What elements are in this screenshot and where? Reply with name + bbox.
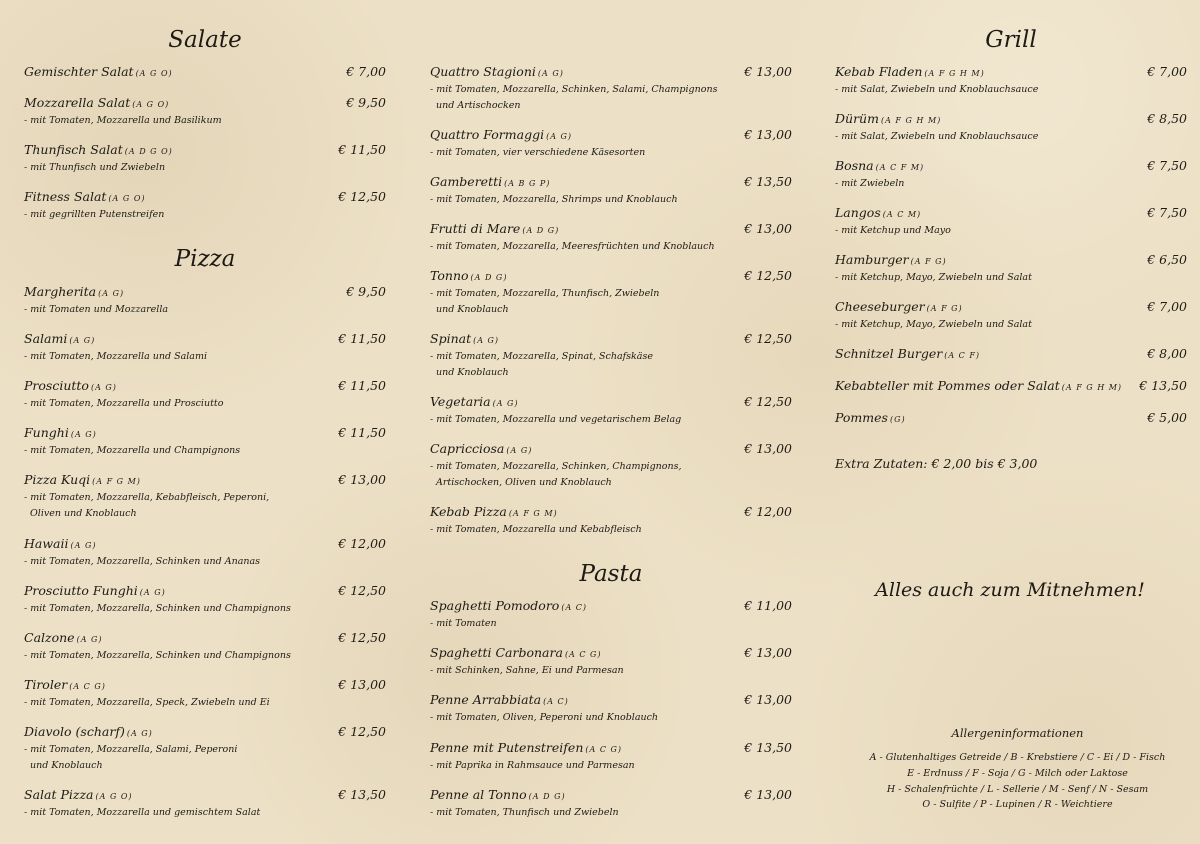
item-price: € 13,50	[1139, 378, 1187, 393]
item-allergens: (A F G H M)	[1061, 383, 1123, 392]
item-price: € 7,50	[1147, 158, 1187, 173]
item-price: € 13,00	[744, 221, 792, 236]
item-allergens: (A G O)	[95, 792, 133, 801]
item-allergens: (A G)	[473, 336, 500, 345]
item-allergens: (A D G O)	[124, 147, 173, 156]
item-description: - mit Salat, Zwiebeln und Knoblauchsauce	[835, 131, 1039, 142]
item-allergens: (A F G)	[910, 257, 947, 266]
menu-item	[430, 331, 792, 381]
item-name: Funghi	[24, 425, 69, 440]
item-allergens: (A G)	[139, 588, 166, 597]
menu-item	[835, 299, 1187, 333]
item-price: € 11,50	[338, 142, 386, 157]
menu-item	[24, 724, 386, 774]
item-price: € 12,50	[338, 583, 386, 598]
item-price: € 11,50	[338, 425, 386, 440]
takeaway-notice: Alles auch zum Mitnehmen!	[875, 579, 1145, 601]
menu-item	[24, 583, 386, 617]
item-description: - mit Ketchup, Mayo, Zwiebeln und Salat	[835, 272, 1032, 283]
item-description: - mit Zwiebeln	[835, 178, 905, 189]
item-name: Spaghetti Pomodoro	[430, 598, 560, 613]
item-price: € 12,50	[744, 268, 792, 283]
item-price: € 13,00	[744, 127, 792, 142]
item-name: Pommes	[835, 410, 888, 425]
item-allergens: (A F G M)	[508, 509, 558, 518]
menu-item	[24, 142, 386, 176]
menu-item	[430, 268, 792, 318]
item-description: und Knoblauch	[30, 760, 103, 771]
item-allergens: (A G)	[70, 541, 97, 550]
item-description: - mit Tomaten, Mozzarella und Prosciutto	[24, 398, 224, 409]
item-description: - mit Tomaten, Mozzarella, Schinken und Ananas	[24, 556, 261, 567]
menu-item	[430, 221, 792, 255]
item-description: - mit Ketchup, Mayo, Zwiebeln und Salat	[835, 319, 1032, 330]
menu-item	[430, 504, 792, 538]
item-name: Prosciutto	[24, 378, 89, 393]
item-description: Artischocken, Oliven und Knoblauch	[436, 477, 612, 488]
item-name: Bosna	[835, 158, 874, 173]
item-name: Salat Pizza	[24, 787, 94, 802]
menu-item	[24, 331, 386, 365]
menu-item	[835, 64, 1187, 98]
item-description: - mit Tomaten, Mozzarella und Basilikum	[24, 115, 222, 126]
item-allergens: (A G)	[537, 69, 564, 78]
menu-item	[835, 410, 1187, 428]
menu-item	[430, 645, 792, 679]
item-allergens: (A G)	[69, 336, 96, 345]
menu-item	[24, 378, 386, 412]
item-allergens: (A F G)	[926, 304, 963, 313]
item-allergens: (A G)	[492, 399, 519, 408]
item-allergens: (A B G P)	[504, 179, 551, 188]
item-description: - mit Tomaten, Mozzarella und Champignons	[24, 445, 241, 456]
menu-item	[24, 64, 386, 82]
menu-item	[430, 174, 792, 208]
item-description: - mit Tomaten, Mozzarella und Kebabfleisch	[430, 524, 642, 535]
item-allergens: (A G O)	[135, 69, 173, 78]
item-name: Capricciosa	[430, 441, 505, 456]
item-description: - mit Salat, Zwiebeln und Knoblauchsauce	[835, 84, 1039, 95]
menu-item	[430, 787, 792, 821]
item-name: Frutti di Mare	[430, 221, 521, 236]
item-price: € 8,50	[1147, 111, 1187, 126]
item-description: - mit Tomaten, Oliven, Peperoni und Knoblauch	[430, 712, 659, 723]
item-price: € 13,50	[338, 787, 386, 802]
item-allergens: (A C F)	[944, 351, 981, 360]
item-description: - mit Tomaten	[430, 618, 497, 629]
item-description: - mit Tomaten, Mozzarella, Spinat, Schafskäse	[430, 351, 653, 362]
menu-item	[835, 378, 1187, 396]
item-allergens: (A G)	[506, 446, 533, 455]
item-name: Diavolo (scharf)	[24, 724, 125, 739]
item-price: € 9,50	[346, 95, 386, 110]
menu-item	[24, 284, 386, 318]
item-description: - mit Tomaten, Mozzarella, Shrimps und Knoblauch	[430, 194, 678, 205]
item-description: - mit Tomaten, Mozzarella, Thunfisch, Zwiebeln	[430, 288, 660, 299]
item-price: € 13,00	[338, 677, 386, 692]
menu-item	[835, 252, 1187, 286]
item-price: € 6,50	[1147, 252, 1187, 267]
item-price: € 7,00	[1147, 64, 1187, 79]
item-description: - mit Tomaten, Mozzarella und vegetarischem Belag	[430, 414, 682, 425]
allergen-info-title: Allergeninformationen	[951, 726, 1084, 740]
item-description: - mit Ketchup und Mayo	[835, 225, 951, 236]
item-price: € 13,00	[744, 692, 792, 707]
item-price: € 7,50	[1147, 205, 1187, 220]
item-price: € 11,00	[744, 598, 792, 613]
item-allergens: (A C G)	[69, 682, 106, 691]
item-allergens: (A D G)	[470, 273, 508, 282]
item-allergens: (A C)	[543, 697, 569, 706]
item-price: € 13,00	[744, 787, 792, 802]
section-title-pasta: Pasta	[579, 561, 643, 587]
item-description: - mit Schinken, Sahne, Ei und Parmesan	[430, 665, 624, 676]
item-description: - mit Paprika in Rahmsauce und Parmesan	[430, 760, 635, 771]
item-name: Vegetaria	[430, 394, 491, 409]
item-allergens: (A G)	[98, 289, 125, 298]
item-allergens: (A C G)	[564, 650, 602, 659]
item-name: Penne al Tonno	[430, 787, 527, 802]
item-name: Kebab Pizza	[430, 504, 507, 519]
item-name: Thunfisch Salat	[24, 142, 123, 157]
item-name: Salami	[24, 331, 68, 346]
item-name: Hawaii	[24, 536, 69, 551]
item-description: - mit Tomaten, Mozzarella, Schinken, Champignons,	[430, 461, 682, 472]
item-description: - mit Tomaten, Thunfisch und Zwiebeln	[430, 807, 619, 818]
item-description: - mit Tomaten, Mozzarella, Kebabfleisch, Peperoni,	[24, 492, 270, 503]
item-description: - mit Tomaten, Mozzarella und gemischtem Salat	[24, 807, 261, 818]
item-description: - mit Tomaten, Mozzarella, Salami, Peperoni	[24, 744, 238, 755]
item-price: € 13,00	[338, 472, 386, 487]
item-description: - mit Tomaten, Mozzarella und Salami	[24, 351, 208, 362]
item-name: Cheeseburger	[835, 299, 925, 314]
menu-item	[24, 472, 386, 522]
item-price: € 13,00	[744, 441, 792, 456]
menu-item	[24, 630, 386, 664]
item-description: - mit Tomaten, Mozzarella, Meeresfrüchten und Knoblauch	[430, 241, 715, 252]
item-allergens: (A F G H M)	[880, 116, 942, 125]
item-name: Calzone	[24, 630, 75, 645]
extra-toppings-note: Extra Zutaten: € 2,00 bis € 3,00	[835, 456, 1038, 471]
item-allergens: (A C M)	[882, 210, 922, 219]
menu-item	[24, 189, 386, 223]
menu-item	[24, 787, 386, 821]
item-description: - mit Tomaten, vier verschiedene Käsesorten	[430, 147, 646, 158]
menu-item	[430, 692, 792, 726]
item-name: Tiroler	[24, 677, 68, 692]
item-name: Kebab Fladen	[835, 64, 923, 79]
item-name: Tonno	[430, 268, 469, 283]
menu-item	[835, 205, 1187, 239]
item-price: € 12,50	[338, 630, 386, 645]
item-name: Kebabteller mit Pommes oder Salat	[835, 378, 1060, 393]
item-description: - mit Tomaten, Mozzarella, Schinken und Champignons	[24, 650, 291, 661]
item-name: Dürüm	[835, 111, 879, 126]
item-description: - mit Tomaten und Mozzarella	[24, 304, 169, 315]
item-price: € 13,50	[744, 740, 792, 755]
item-allergens: (A F G H M)	[924, 69, 985, 78]
allergen-line: H - Schalenfrüchte / L - Sellerie / M - Senf / N - Sesam	[886, 783, 1149, 795]
item-allergens: (A G)	[546, 132, 573, 141]
item-allergens: (A G O)	[132, 100, 170, 109]
item-description: - mit gegrillten Putenstreifen	[24, 209, 165, 220]
item-allergens: (A D G)	[528, 792, 566, 801]
item-description: und Artischocken	[436, 100, 521, 111]
item-description: - mit Thunfisch und Zwiebeln	[24, 162, 166, 173]
item-name: Gemischter Salat	[24, 64, 134, 79]
item-name: Hamburger	[835, 252, 909, 267]
menu-item	[430, 740, 792, 774]
item-allergens: (A C F M)	[875, 163, 925, 172]
item-name: Spaghetti Carbonara	[430, 645, 563, 660]
item-price: € 11,50	[338, 378, 386, 393]
menu-item	[24, 536, 386, 570]
item-description: - mit Tomaten, Mozzarella, Schinken und Champignons	[24, 603, 291, 614]
menu-item	[835, 346, 1187, 364]
item-allergens: (A C)	[561, 603, 588, 612]
item-description: und Knoblauch	[436, 304, 509, 315]
item-price: € 12,50	[744, 394, 792, 409]
item-price: € 7,00	[1147, 299, 1187, 314]
item-name: Fitness Salat	[24, 189, 107, 204]
menu-item	[430, 64, 792, 114]
item-name: Prosciutto Funghi	[24, 583, 138, 598]
menu-item	[24, 95, 386, 129]
item-allergens: (A F G M)	[92, 477, 141, 486]
item-name: Penne Arrabbiata	[430, 692, 542, 707]
item-name: Langos	[835, 205, 881, 220]
item-price: € 8,00	[1147, 346, 1187, 361]
allergen-info	[835, 724, 1200, 813]
item-name: Spinat	[430, 331, 472, 346]
item-allergens: (A G)	[126, 729, 153, 738]
menu-item	[430, 127, 792, 161]
allergen-line: O - Sulfite / P - Lupinen / R - Weichtiere	[922, 799, 1113, 811]
item-description: Oliven und Knoblauch	[30, 508, 137, 519]
item-price: € 5,00	[1147, 410, 1187, 425]
menu-item	[835, 111, 1187, 145]
section-title-salate: Salate	[168, 27, 242, 53]
item-name: Penne mit Putenstreifen	[430, 740, 584, 755]
item-name: Schnitzel Burger	[835, 346, 943, 361]
menu-item	[430, 441, 792, 491]
item-allergens: (A C G)	[585, 745, 623, 754]
item-price: € 12,50	[338, 724, 386, 739]
menu-item	[24, 677, 386, 711]
allergen-line: A - Glutenhaltiges Getreide / B - Krebstiere / C - Ei / D - Fisch	[869, 752, 1166, 763]
item-allergens: (G)	[889, 415, 906, 424]
item-allergens: (A G)	[90, 383, 117, 392]
item-description: - mit Tomaten, Mozzarella, Speck, Zwiebeln und Ei	[24, 697, 270, 708]
item-name: Margherita	[24, 284, 97, 299]
item-allergens: (A G)	[76, 635, 103, 644]
item-name: Pizza Kuqi	[24, 472, 91, 487]
menu-item	[430, 394, 792, 428]
section-title-pizza: Pizza	[174, 246, 236, 272]
section-title-grill: Grill	[985, 27, 1037, 53]
item-price: € 12,50	[338, 189, 386, 204]
item-price: € 9,50	[346, 284, 386, 299]
item-price: € 13,50	[744, 174, 792, 189]
item-price: € 12,50	[744, 331, 792, 346]
item-price: € 12,00	[744, 504, 792, 519]
allergen-line: E - Erdnuss / F - Soja / G - Milch oder Laktose	[907, 767, 1128, 779]
item-name: Mozzarella Salat	[24, 95, 131, 110]
item-price: € 13,00	[744, 64, 792, 79]
item-price: € 13,00	[744, 645, 792, 660]
item-allergens: (A D G)	[522, 226, 560, 235]
item-price: € 7,00	[346, 64, 386, 79]
item-description: und Knoblauch	[436, 367, 509, 378]
item-price: € 11,50	[338, 331, 386, 346]
item-allergens: (A G O)	[108, 194, 146, 203]
item-description: - mit Tomaten, Mozzarella, Schinken, Salami, Champignons	[430, 84, 718, 95]
menu-item	[24, 425, 386, 459]
menu-item	[430, 598, 792, 632]
menu-item	[835, 158, 1187, 192]
item-name: Quattro Stagioni	[430, 64, 536, 79]
item-name: Gamberetti	[430, 174, 503, 189]
item-allergens: (A G)	[70, 430, 97, 439]
item-name: Quattro Formaggi	[430, 127, 545, 142]
item-price: € 12,00	[338, 536, 386, 551]
